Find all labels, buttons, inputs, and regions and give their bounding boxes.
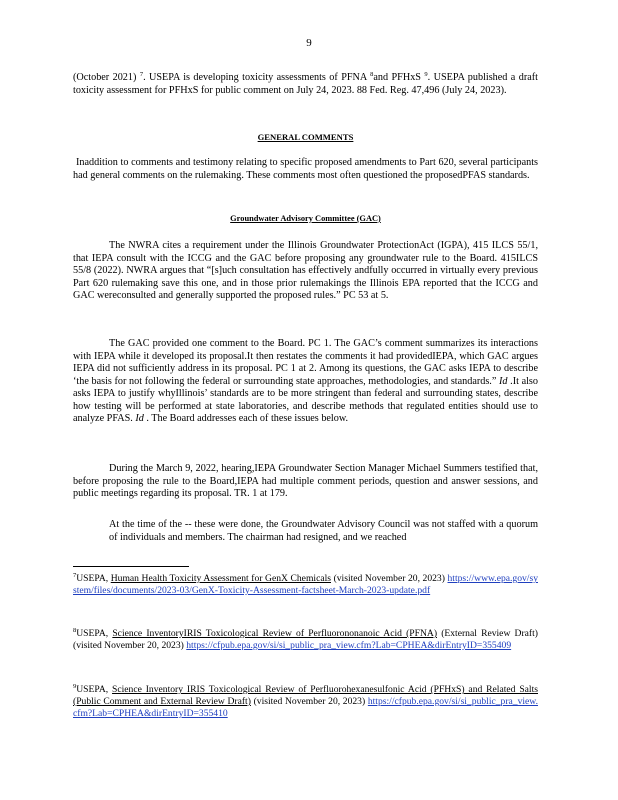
footnote-ref-9[interactable]: 9 <box>424 71 428 78</box>
section-heading-general: GENERAL COMMENTS <box>257 132 354 142</box>
footnote-number: 8 <box>73 627 77 634</box>
nwra-paragraph: The NWRA cites a requirement under the Illinois Groundwater ProtectionAct (IGPA), 415 ILCS 55/1, that IEPA consult with the ICCG and the GAC before proposing any groundwater rule to the Board. 415ILCS 55/8 (2022). NWRA argues that “[s]uch consultation has effectively andfully occurred in virtually every previous Part 620 rulemaking save this one, and in those prior rulemakings the Illinois EPA reported that the ICCG and GAC wereconsulted and generally supported the proposed rules.” PC 53 at 5. <box>73 240 538 301</box>
footnote-link-8[interactable]: https://cfpub.epa.gov/si/si_public_pra_view.cfm?Lab=CPHEA&dirEntryID=355409 <box>186 640 512 651</box>
gac-text-3: . The Board addresses each of these issues below. <box>143 413 349 424</box>
gac-text-2: .It also asks IEPA to justify whyIllinois’ standards are to be more stringent than federal and surrounding states, describe how testing will be performed at state laboratories, and describe methods that regulated entities should use to analyze PFAS. <box>73 375 538 424</box>
footnote-7: $^7$USEPA, Human Health Toxicity Assessment for GenX Chemicals (visited November 20, 2023) https://www.epa.gov/system/files/documents/2023-03/GenX-Toxicity-Assessment-factsheet-March-2023-update.pdf <box>73 572 538 596</box>
footnote-link-9[interactable]: https://cfpub.epa.gov/si/si_public_pra_view.cfm?Lab=CPHEA&dirEntryID=355410 <box>73 696 539 719</box>
page-number: 9 <box>306 37 312 49</box>
footnote-title: Science Inventory IRIS Toxicological Review of Perfluorohexanesulfonic Acid (PFHxS) and Related Salts (Public Comment and External Review Draft) <box>73 684 538 707</box>
section-heading-gac: Groundwater Advisory Committee (GAC) <box>230 214 381 223</box>
id-citation: Id <box>135 413 144 424</box>
id-citation: Id <box>499 375 508 387</box>
footnote-9: $^9$USEPA, Science Inventory IRIS Toxicological Review of Perfluorohexanesulfonic Acid (PFHxS) and Related Salts (Public Comment and External Review Draft) (visited November 20, 2023) https://cfpub.epa.gov/si/si_public_pra_view.cfm?Lab=CPHEA&dirEntryID=355410 <box>73 683 539 719</box>
intro-paragraph <box>73 72 538 97</box>
intro-text-2: . USEPA is developing toxicity assessments of PFNA <box>143 72 371 83</box>
intro-text-3: and PFHxS <box>373 72 425 83</box>
footnote-8: $^8$USEPA, Science InventoryIRIS Toxicological Review of Perfluorononanoic Acid (PFNA) (External Review Draft) (visited November 20, 2023) https://cfpub.epa.gov/si/si_public_pra_view.cfm?Lab=CPHEA&dirEntryID=355409 <box>73 627 538 651</box>
general-comments-paragraph: Inaddition to comments and testimony relating to specific proposed amendments to Part 620, several participants had general comments on the rulemaking. These comments most often questioned the proposedPFAS standards. <box>73 157 538 181</box>
footnote-number: 7 <box>73 572 77 579</box>
hearing-paragraph: During the March 9, 2022, hearing,IEPA Groundwater Section Manager Michael Summers testified that, before proposing the rule to the Board,IEPA had multiple comment periods, question and answer sessions, and public meetings regarding its proposal. TR. 1 at 179. <box>73 463 538 499</box>
footnote-title: Science InventoryIRIS Toxicological Review of Perfluorononanoic Acid (PFNA) <box>112 628 438 639</box>
intro-text-4: . USEPA published a draft toxicity assessment for PFHxS for public comment on July 24, 2023. 88 Fed. Reg. 47,496 (July 24, 2023). <box>73 72 538 96</box>
footnote-number: 9 <box>73 683 77 690</box>
intro-text-1: (October 2021) <box>73 72 140 83</box>
footnote-ref-8[interactable]: 8 <box>370 71 374 78</box>
gac-paragraph <box>73 338 538 426</box>
testimony-quote: At the time of the -- these were done, the Groundwater Advisory Council was not staffed with a quorum of individuals and members. The chairman had resigned, and we reached <box>109 519 538 543</box>
gac-text-1: The GAC provided one comment to the Board. PC 1. The GAC’s comment summarizes its interactions with IEPA while it developed its proposal.It then restates the comments it had providedIEPA, which GAC argues IEPA did not sufficiently address in its proposal. PC 1 at 2. Among its questions, the GAC asks IEPA to describe ‘the basis for not following the federal or surrounding state approaches, methodologies, and standards.” <box>73 338 538 387</box>
footnote-link-7[interactable]: https://www.epa.gov/system/files/documents/2023-03/GenX-Toxicity-Assessment-factsheet-March-2023-update.pdf <box>73 573 538 596</box>
footnote-divider <box>73 566 189 567</box>
footnote-ref-7[interactable]: 7 <box>139 71 144 78</box>
footnote-title: Human Health Toxicity Assessment for GenX Chemicals <box>110 573 331 584</box>
